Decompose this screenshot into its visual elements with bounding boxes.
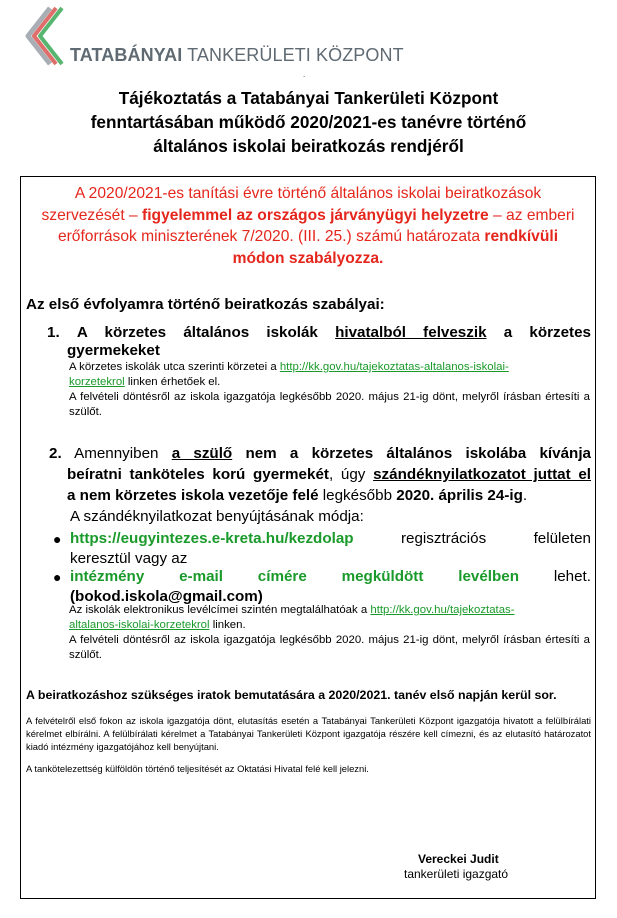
email-link-note: Az iskolák elektronikus levélcímei szintén megtalálhatóak a http://kk.gov.hu/tajekoztatas- altalanos-iskolai-korzetekrol linken. (69, 604, 515, 631)
decision-note-1: A felvételi döntésről az iskola igazgatója legkésőbb 2020. május 21-ig dönt, melyről írásban értesíti a szülőt. (69, 391, 590, 418)
rule-item-1-cont: gyermekeket (67, 342, 160, 359)
page-title (20, 86, 597, 158)
district-link-cont[interactable]: korzetekrol (69, 376, 125, 388)
title-line: általános iskolai beiratkozás rendjéről (153, 136, 464, 156)
submission-intro: A szándéknyilatkozat benyújtásának módja: (70, 508, 364, 525)
school-email[interactable]: (bokod.iskola@gmail.com) (70, 588, 263, 605)
email-list-link-cont[interactable]: altalanos-iskolai-korzetekrol (69, 619, 210, 631)
signature-name: Vereckei Judit (418, 852, 499, 866)
documents-line: A beiratkozáshoz szükséges iratok bemutatására a 2020/2021. tanév első napján kerül sor. (26, 688, 557, 702)
email-list-link[interactable]: http://kk.gov.hu/tajekoztatas- (370, 604, 515, 616)
bullet-ekreta: ● https://eugyintezes.e-kreta.hu/kezdolap regisztrációs felületen keresztül vagy az (53, 530, 591, 567)
district-link[interactable]: http://kk.gov.hu/tajekoztatas-altalanos-iskolai- (279, 361, 509, 373)
rule-item-1: 1. A körzetes általános iskolák hivatalból felveszik a körzetes (47, 324, 591, 341)
title-line: Tájékoztatás a Tatabányai Tankerületi Központ (118, 88, 499, 108)
header-dot: . (303, 70, 306, 79)
tankerulet-logo (20, 6, 64, 68)
district-link-note: A körzetes iskolák utca szerinti körzetei a http://kk.gov.hu/tajekoztatas-altalanos-iskolai- korzetekrol linken érhetőek el. (69, 361, 509, 388)
bullet-email: ● intézmény e-mail címére megküldött levélben lehet. (bokod.iskola@gmail.com) (53, 568, 592, 605)
organization-name: TATABÁNYAI TANKERÜLETI KÖZPONT (70, 45, 404, 65)
title-line: fenntartásában működő 2020/2021-es tanévre történő (90, 112, 527, 132)
appeal-paragraph: A felvételről első fokon az iskola igazgatója dönt, elutasítás esetén a Tatabányai Tankerületi Központ igazgatója hivatott a felülbírálati kérelmet elbírálni. A felülbírálati kérelmet a Tatabányai Tankerületi Központ igazgatója részére kell címezni, és az elutasító határozatot kiadó intézmény igazgatójához kell benyújtani. (26, 715, 591, 752)
decision-note-2: A felvételi döntésről az iskola igazgatója legkésőbb 2020. május 21-ig dönt, melyről írásban értesíti a szülőt. (69, 634, 590, 661)
covid-notice: A 2020/2021-es tanítási évre történő általános iskolai beiratkozások szervezését – figyelemmel az országos járványügyi helyzetre – az emberi erőforrások miniszterének 7/2020. (III. 25.) számú határozata rendkívüli módon szabályozza. (41, 185, 575, 267)
bullet-dot-icon: ● (53, 569, 62, 585)
abroad-paragraph: A tankötelezettség külföldön történő teljesítését az Oktatási Hivatal felé kell jelezni. (26, 763, 369, 774)
signature-role: tankerületi igazgató (404, 867, 509, 881)
ekreta-link[interactable]: https://eugyintezes.e-kreta.hu/kezdolap (70, 530, 354, 547)
bullet-dot-icon: ● (53, 531, 62, 547)
rules-heading: Az első évfolyamra történő beiratkozás szabályai: (26, 296, 385, 313)
rule-item-2: 2. Amennyiben a szülő nem a körzetes általános iskolába kívánja beíratni tanköteles korú gyermekét, úgy szándéknyilatkozatot juttat el a nem körzetes iskola vezetője felé legkésőbb 2020. április 24-ig. (49, 445, 592, 504)
